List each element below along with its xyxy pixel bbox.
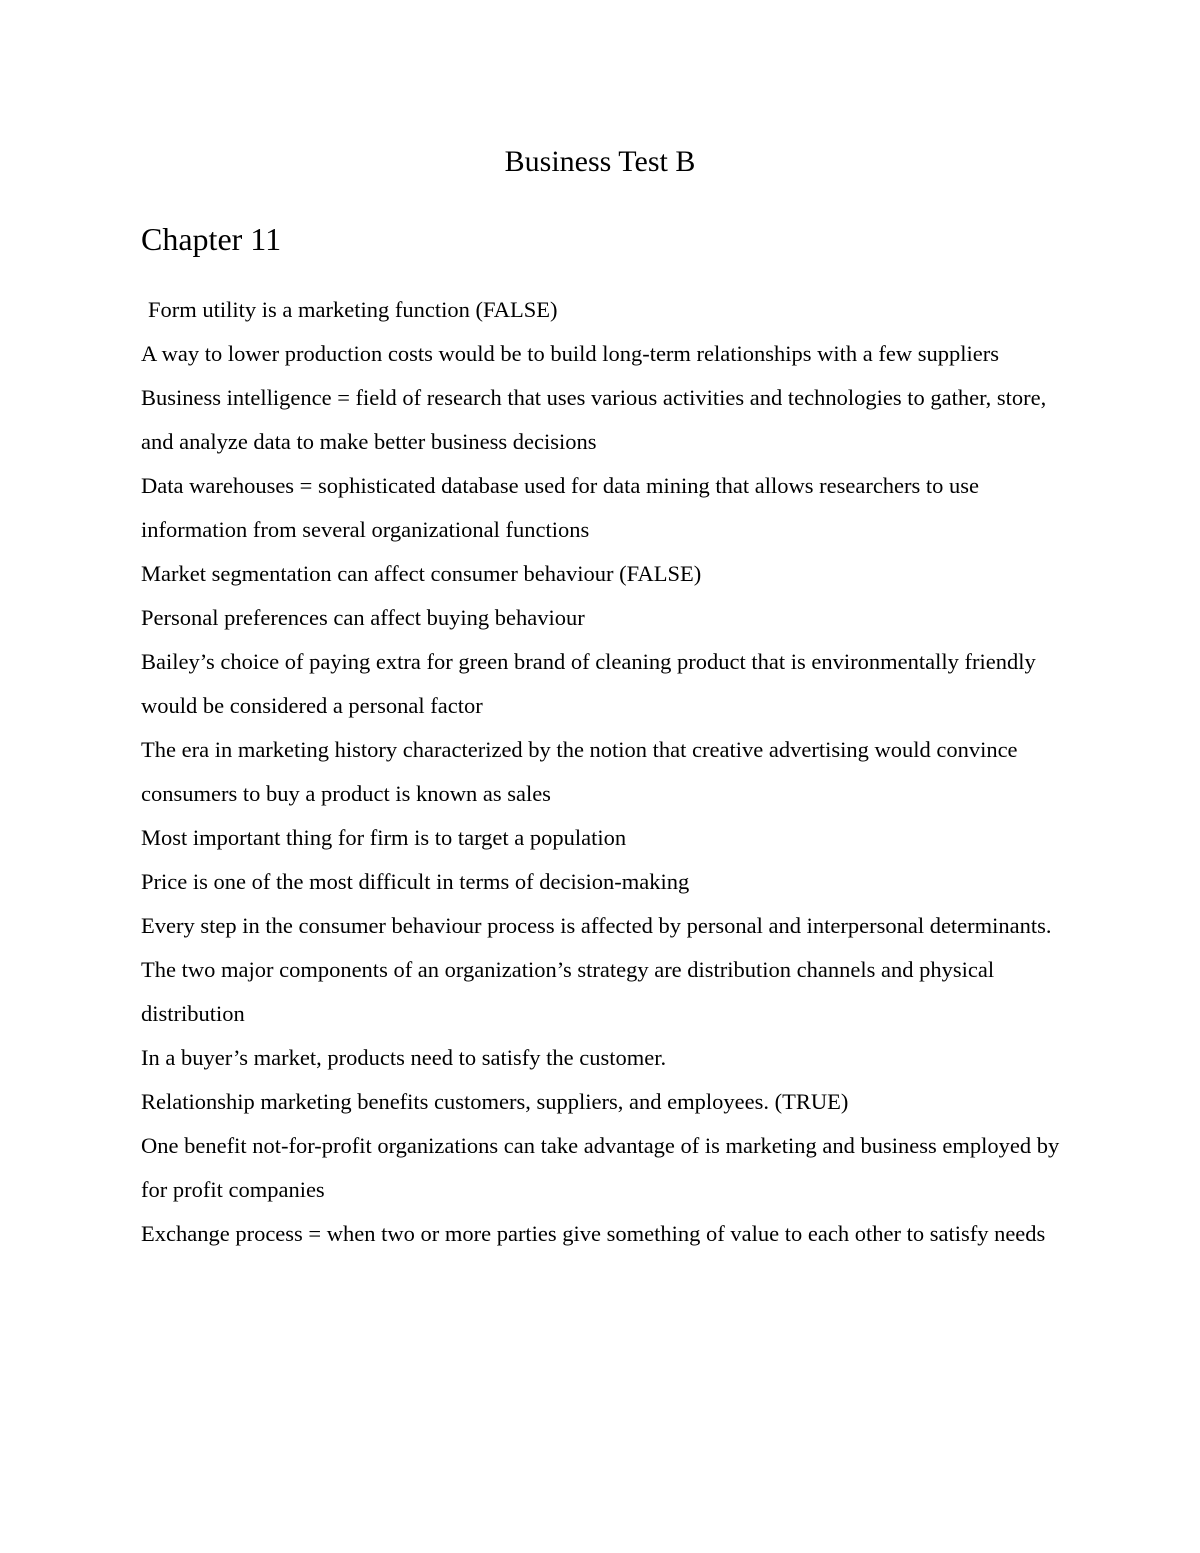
body-line: Market segmentation can affect consumer behaviour (FALSE) (141, 561, 702, 586)
body-line: Form utility is a marketing function (FALSE) (148, 297, 558, 322)
chapter-heading: Chapter 11 (141, 221, 282, 257)
body-line: The two major components of an organization’s strategy are distribution channels and physical distribution (141, 957, 995, 1026)
body-line: A way to lower production costs would be to build long-term relationships with a few suppliers (141, 341, 999, 366)
body-line: In a buyer’s market, products need to satisfy the customer. (141, 1045, 667, 1070)
body-line: Bailey’s choice of paying extra for green brand of cleaning product that is environmentally friendly would be considered a personal factor (141, 649, 1036, 718)
body-line: Price is one of the most difficult in terms of decision-making (141, 869, 690, 894)
document-body (141, 288, 1061, 1256)
body-line: Data warehouses = sophisticated database used for data mining that allows researchers to use information from several organizational functions (141, 473, 980, 542)
document-title: Business Test B (504, 145, 696, 178)
body-line: Most important thing for firm is to target a population (141, 825, 627, 850)
body-line: Business intelligence = field of research that uses various activities and technologies to gather, store, and analyze data to make better business decisions (141, 385, 1047, 454)
body-line: Exchange process = when two or more parties give something of value to each other to satisfy needs (141, 1221, 1046, 1246)
body-line: The era in marketing history characterized by the notion that creative advertising would convince consumers to buy a product is known as sales (141, 737, 1018, 806)
body-line: One benefit not-for-profit organizations can take advantage of is marketing and business employed by for profit companies (141, 1133, 1060, 1202)
body-line: Relationship marketing benefits customers, suppliers, and employees. (TRUE) (141, 1089, 849, 1114)
body-line: Personal preferences can affect buying behaviour (141, 605, 585, 630)
body-line: Every step in the consumer behaviour process is affected by personal and interpersonal determinants. (141, 913, 1052, 938)
